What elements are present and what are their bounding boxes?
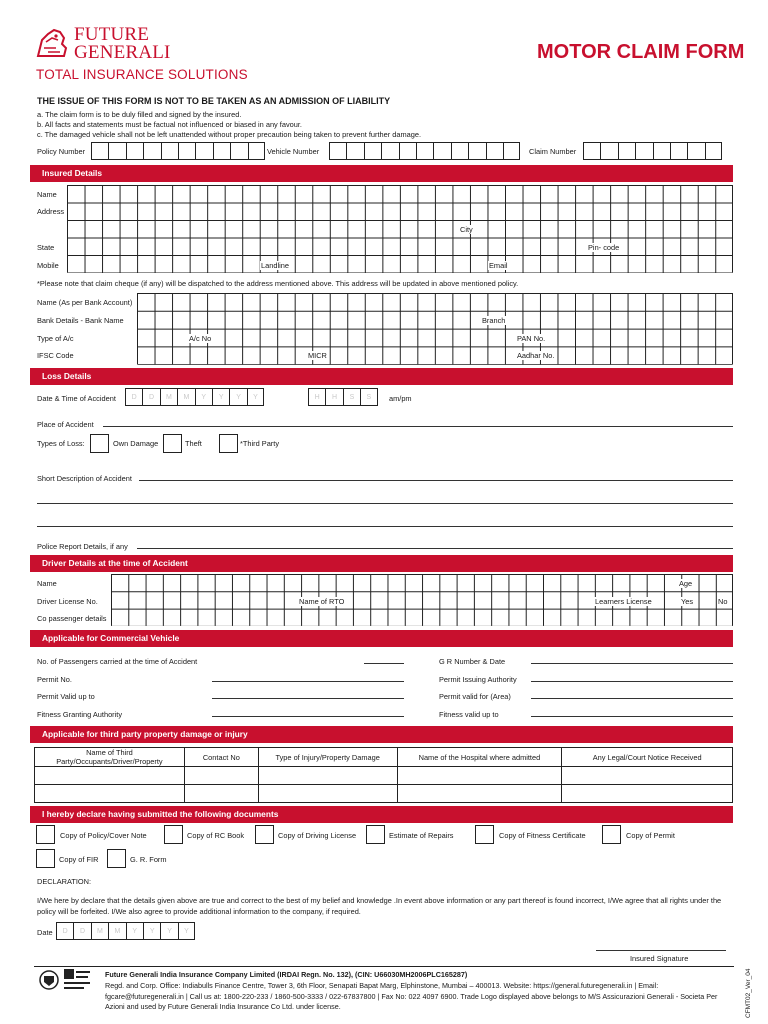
- permit-no-line[interactable]: [212, 681, 404, 682]
- permit-area-label: Permit valid for (Area): [439, 692, 511, 701]
- third-party-label: *Third Party: [240, 439, 280, 448]
- vehicle-number-label: Vehicle Number: [267, 147, 320, 156]
- third-party-table[interactable]: [34, 747, 733, 803]
- doc-fir-label: Copy of FIR: [59, 855, 99, 864]
- insured-pin-label: Pin- code: [588, 243, 620, 252]
- policy-number-boxes[interactable]: [91, 142, 265, 160]
- insured-address-label: Address: [37, 207, 65, 216]
- description-line-1[interactable]: [139, 480, 733, 481]
- doc-gr-label: G. R. Form: [130, 855, 167, 864]
- form-title: MOTOR CLAIM FORM: [537, 41, 745, 63]
- permit-valid-line[interactable]: [212, 698, 404, 699]
- col-injury-type: Type of Injury/Property Damage: [258, 748, 397, 767]
- bank-account-name-label: Name (As per Bank Account): [37, 298, 133, 307]
- insured-city-label: City: [460, 225, 473, 234]
- insured-mobile-label: Mobile: [37, 261, 59, 270]
- version-code: CFMT02_Ver_04: [745, 968, 752, 1018]
- third-party-bar: Applicable for third party property damage or injury: [30, 726, 733, 743]
- doc-rc-label: Copy of RC Book: [187, 831, 245, 840]
- iso-cert-icon: [38, 969, 60, 991]
- claim-number-label: Claim Number: [529, 147, 577, 156]
- col-contact-no: Contact No: [184, 748, 258, 767]
- declaration-heading: DECLARATION:: [37, 877, 92, 886]
- insured-name-label: Name: [37, 190, 57, 199]
- notice-heading: THE ISSUE OF THIS FORM IS NOT TO BE TAKEN AS AN ADMISSION OF LIABILITY: [37, 96, 391, 106]
- driver-license-label: Driver License No.: [37, 597, 98, 606]
- table-row[interactable]: [35, 785, 733, 803]
- rto-label: Name of RTO: [299, 597, 345, 606]
- footer-divider: [34, 966, 734, 967]
- policy-number-label: Policy Number: [37, 147, 86, 156]
- gr-number-line[interactable]: [531, 663, 733, 664]
- doc-rc-checkbox[interactable]: [164, 825, 183, 844]
- bank-grid[interactable]: [137, 293, 733, 365]
- police-report-line[interactable]: [137, 548, 733, 549]
- permit-authority-line[interactable]: [531, 681, 733, 682]
- accident-place-label: Place of Accident: [37, 420, 94, 429]
- accident-time-boxes[interactable]: H H S S: [308, 388, 378, 406]
- types-of-loss-label: Types of Loss:: [37, 439, 85, 448]
- doc-fitness-checkbox[interactable]: [475, 825, 494, 844]
- declaration-date-boxes[interactable]: D D M M Y Y Y Y: [56, 922, 195, 940]
- description-line-2[interactable]: [37, 503, 733, 504]
- permit-authority-label: Permit Issuing Authority: [439, 675, 517, 684]
- documents-bar: I hereby declare having submitted the following documents: [30, 806, 733, 823]
- footer-address: Regd. and Corp. Office: Indiabulls Finance Centre, Tower 3, 6th Floor, Senapati Bapat Marg, Elphinstone, Mumbai – 400013. Website: https://general.futuregenerali.in | Email: fgcare@futuregenerali.in | Call us at: 1800-220-233 / 1860-500-3333 / 022-67837800 | Fax No: 022 4097 6900. Trade Logo displayed above belongs to M/S Assicurazioni Generali - Societa Per Azioni and used by Future Generali India Insurance Co Ltd. under license.: [105, 981, 718, 1011]
- signature-label: Insured Signature: [630, 954, 689, 963]
- lion-logo-icon: [34, 26, 70, 60]
- table-row[interactable]: [35, 767, 733, 785]
- driver-details-bar: Driver Details at the time of Accident: [30, 555, 733, 572]
- fitness-authority-line[interactable]: [212, 716, 404, 717]
- own-damage-checkbox[interactable]: [90, 434, 109, 453]
- theft-checkbox[interactable]: [163, 434, 182, 453]
- claim-number-boxes[interactable]: [583, 142, 722, 160]
- learners-no-option[interactable]: No: [718, 597, 728, 606]
- passengers-line[interactable]: [364, 663, 404, 664]
- fitness-valid-line[interactable]: [531, 716, 733, 717]
- permit-no-label: Permit No.: [37, 675, 72, 684]
- footer-company: Future Generali India Insurance Company Limited (IRDAI Regn. No. 132), (CIN: U66030MH2006PLC165287): [105, 970, 468, 979]
- fitness-authority-label: Fitness Granting Authority: [37, 710, 123, 719]
- insured-email-label: Email: [489, 261, 508, 270]
- pan-label: PAN No.: [517, 334, 546, 343]
- commercial-vehicle-bar: Applicable for Commercial Vehicle: [30, 630, 733, 647]
- insured-state-label: State: [37, 243, 55, 252]
- ampm-label: am/pm: [389, 394, 412, 403]
- ifsc-label: IFSC Code: [37, 351, 74, 360]
- doc-estimate-checkbox[interactable]: [366, 825, 385, 844]
- police-report-label: Police Report Details, if any: [37, 542, 128, 551]
- doc-license-checkbox[interactable]: [255, 825, 274, 844]
- notice-line-a: a. The claim form is to be duly filled and signed by the insured.: [37, 110, 242, 119]
- doc-gr-checkbox[interactable]: [107, 849, 126, 868]
- aadhar-label: Aadhar No.: [517, 351, 555, 360]
- ac-type-label: Type of A/c: [37, 334, 74, 343]
- vehicle-number-boxes[interactable]: [329, 142, 520, 160]
- micr-label: MICR: [308, 351, 327, 360]
- insured-landline-label: Landline: [261, 261, 289, 270]
- theft-label: Theft: [185, 439, 202, 448]
- permit-valid-label: Permit Valid up to: [37, 692, 95, 701]
- doc-policy-label: Copy of Policy/Cover Note: [60, 831, 147, 840]
- accident-date-boxes[interactable]: D D M M Y Y Y Y: [125, 388, 264, 406]
- declaration-text: I/We here by declare that the details given above are true and correct to the best of my belief and knowledge .In event above information or any part thereof is found incorrect, I/We agree that all rights under the policy will be forfeited. I/We also agree to provide additional information to the company, if required.: [37, 896, 722, 916]
- driver-age-label: Age: [679, 579, 693, 588]
- col-legal-notice: Any Legal/Court Notice Received: [562, 748, 733, 767]
- insured-grid[interactable]: [67, 185, 733, 273]
- co-passenger-label: Co passenger details: [37, 614, 107, 623]
- notice-line-b: b. All facts and statements must be factual not influenced or biased in any favour.: [37, 120, 302, 129]
- bank-name-label: Bank Details - Bank Name: [37, 316, 124, 325]
- notice-line-c: c. The damaged vehicle shall not be left unattended without proper precaution being taken to prevent further damage.: [37, 130, 422, 139]
- accident-place-line[interactable]: [103, 426, 733, 427]
- doc-fitness-label: Copy of Fitness Certificate: [499, 831, 586, 840]
- doc-policy-checkbox[interactable]: [36, 825, 55, 844]
- own-damage-label: Own Damage: [113, 439, 159, 448]
- description-line-3[interactable]: [37, 526, 733, 527]
- signature-line[interactable]: [596, 950, 726, 951]
- doc-permit-label: Copy of Permit: [626, 831, 675, 840]
- learners-yes-option[interactable]: Yes: [681, 597, 694, 606]
- branch-label: Branch: [482, 316, 506, 325]
- cheque-note: *Please note that claim cheque (if any) will be dispatched to the address mentioned above. This address will be updated in above mentioned policy.: [37, 279, 519, 288]
- short-description-label: Short Description of Accident: [37, 474, 132, 483]
- brand-line2: GENERALI: [74, 42, 171, 63]
- doc-fir-checkbox[interactable]: [36, 849, 55, 868]
- certification-badge-icon: [63, 968, 93, 994]
- insured-details-bar: Insured Details: [30, 165, 733, 182]
- third-party-checkbox[interactable]: [219, 434, 238, 453]
- ac-no-label: A/c No: [189, 334, 212, 343]
- passengers-label: No. of Passengers carried at the time of Accident: [37, 657, 198, 666]
- loss-details-bar: Loss Details: [30, 368, 733, 385]
- gr-number-label: G R Number & Date: [439, 657, 506, 666]
- doc-estimate-label: Estimate of Repairs: [389, 831, 454, 840]
- date-label: Date: [37, 928, 53, 937]
- col-third-party-name: Name of Third Party/Occupants/Driver/Property: [35, 748, 185, 767]
- doc-permit-checkbox[interactable]: [602, 825, 621, 844]
- col-hospital: Name of the Hospital where admitted: [397, 748, 562, 767]
- fitness-valid-label: Fitness valid up to: [439, 710, 499, 719]
- permit-area-line[interactable]: [531, 698, 733, 699]
- driver-name-label: Name: [37, 579, 57, 588]
- learners-license-label: Learners License: [595, 597, 652, 606]
- tagline: TOTAL INSURANCE SOLUTIONS: [36, 67, 248, 82]
- accident-datetime-label: Date & Time of Accident: [37, 394, 116, 403]
- brand-line1: FUTURE: [74, 24, 150, 45]
- doc-license-label: Copy of Driving License: [278, 831, 357, 840]
